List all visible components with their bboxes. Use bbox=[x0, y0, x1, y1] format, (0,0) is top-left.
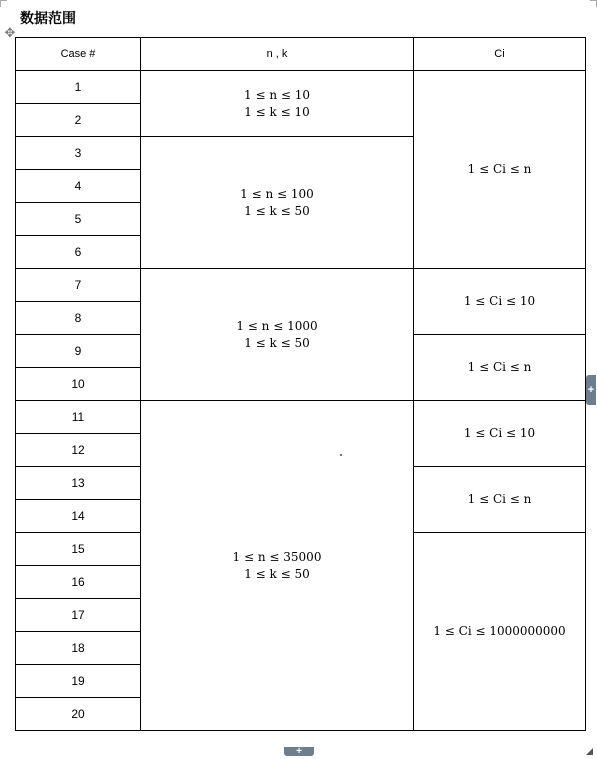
add-column-plus-icon[interactable]: + bbox=[586, 375, 596, 405]
table-row bbox=[16, 71, 586, 104]
n-range: 1 ≤ n ≤ 10 bbox=[244, 87, 310, 102]
case-number: 17 bbox=[16, 599, 141, 632]
ci-range-cell: 1 ≤ Ci ≤ n bbox=[414, 71, 586, 269]
ci-range-cell: 1 ≤ Ci ≤ n bbox=[414, 335, 586, 401]
n-range: 1 ≤ n ≤ 1000 bbox=[236, 318, 318, 333]
case-number: 6 bbox=[16, 236, 141, 269]
nk-range-cell bbox=[141, 137, 414, 269]
case-number: 4 bbox=[16, 170, 141, 203]
case-number: 19 bbox=[16, 665, 141, 698]
case-number: 2 bbox=[16, 104, 141, 137]
page-corner-marker bbox=[0, 0, 7, 7]
table-row bbox=[16, 401, 586, 434]
add-row-plus-icon[interactable]: + bbox=[284, 747, 314, 756]
ci-range-cell: 1 ≤ Ci ≤ n bbox=[414, 467, 586, 533]
case-number: 7 bbox=[16, 269, 141, 302]
stray-dot bbox=[340, 454, 342, 456]
case-number: 14 bbox=[16, 500, 141, 533]
n-range: 1 ≤ n ≤ 35000 bbox=[232, 549, 322, 564]
case-number: 3 bbox=[16, 137, 141, 170]
case-number: 11 bbox=[16, 401, 141, 434]
nk-range-cell bbox=[141, 269, 414, 401]
header-ci: Ci bbox=[414, 38, 586, 71]
case-number: 20 bbox=[16, 698, 141, 731]
case-number: 13 bbox=[16, 467, 141, 500]
ci-range-cell: 1 ≤ Ci ≤ 10 bbox=[414, 401, 586, 467]
case-number: 1 bbox=[16, 71, 141, 104]
case-number: 10 bbox=[16, 368, 141, 401]
case-number: 12 bbox=[16, 434, 141, 467]
data-range-table bbox=[15, 37, 586, 731]
case-number: 15 bbox=[16, 533, 141, 566]
case-number: 8 bbox=[16, 302, 141, 335]
page-corner-marker bbox=[590, 0, 597, 7]
table-move-handle-icon[interactable]: ✥ bbox=[4, 25, 16, 40]
case-number: 5 bbox=[16, 203, 141, 236]
n-range: 1 ≤ n ≤ 100 bbox=[240, 186, 314, 201]
case-number: 18 bbox=[16, 632, 141, 665]
ci-range-cell: 1 ≤ Ci ≤ 1000000000 bbox=[414, 533, 586, 731]
k-range: 1 ≤ k ≤ 10 bbox=[244, 104, 310, 119]
nk-range-cell bbox=[141, 401, 414, 731]
case-number: 9 bbox=[16, 335, 141, 368]
k-range: 1 ≤ k ≤ 50 bbox=[244, 203, 310, 218]
header-nk: n , k bbox=[141, 38, 414, 71]
case-number: 16 bbox=[16, 566, 141, 599]
header-case: Case # bbox=[16, 38, 141, 71]
nk-range-cell bbox=[141, 71, 414, 137]
ci-range-cell: 1 ≤ Ci ≤ 10 bbox=[414, 269, 586, 335]
k-range: 1 ≤ k ≤ 50 bbox=[244, 566, 310, 581]
table-header-row bbox=[16, 38, 586, 71]
table-row bbox=[16, 269, 586, 302]
section-title: 数据范围 bbox=[20, 11, 76, 27]
k-range: 1 ≤ k ≤ 50 bbox=[244, 335, 310, 350]
table-resize-handle-icon[interactable] bbox=[586, 748, 593, 755]
